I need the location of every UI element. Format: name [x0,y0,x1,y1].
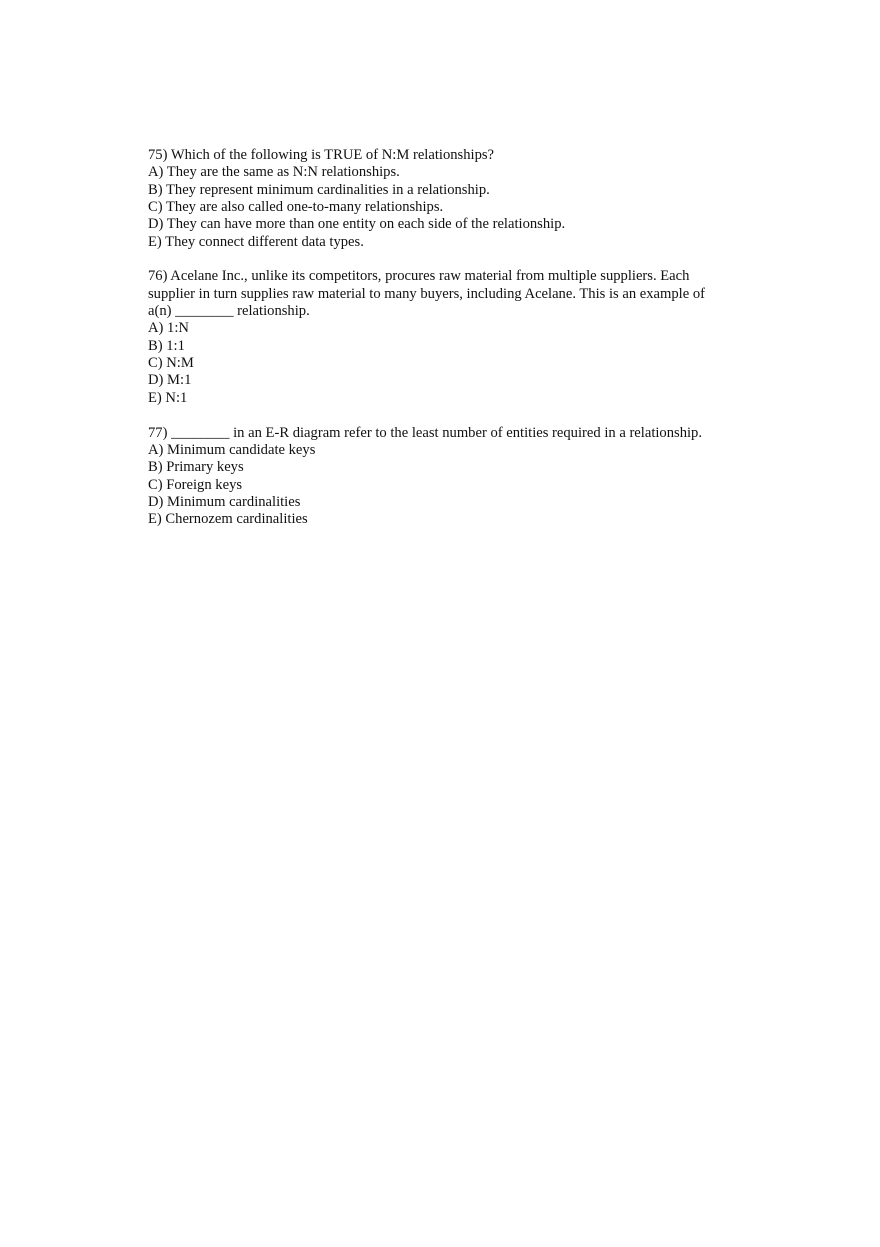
question-77 [148,425,748,529]
document-page [148,147,748,546]
question-stem: 75) Which of the following is TRUE of N:M relationships? [148,147,495,163]
question-stem: supplier in turn supplies raw material to many buyers, including Acelane. This is an example of [148,285,705,302]
question-stem: a(n) ________ relationship. [148,303,310,320]
question-stem: 76) Acelane Inc., unlike its competitors, procures raw material from multiple suppliers. Each [148,268,690,285]
answer-option: E) Chernozem cardinalities [148,511,308,528]
answer-option: E) N:1 [148,389,188,406]
answer-option: B) 1:1 [148,337,185,354]
answer-option: E) They connect different data types. [148,233,364,250]
question-stem: 77) ________ in an E-R diagram refer to the least number of entities required in a relationship. [148,424,702,441]
answer-option: D) They can have more than one entity on each side of the relationship. [148,216,566,233]
answer-option: A) Minimum candidate keys [148,441,316,458]
answer-option: B) They represent minimum cardinalities in a relationship. [148,181,490,198]
question-76 [148,268,748,407]
answer-option: A) They are the same as N:N relationships. [148,164,400,181]
answer-option: A) 1:N [148,320,189,337]
answer-option: C) They are also called one-to-many relationships. [148,199,444,216]
answer-option: C) Foreign keys [148,476,243,493]
answer-option: B) Primary keys [148,459,244,476]
answer-option: D) Minimum cardinalities [148,493,301,510]
question-75 [148,147,748,251]
answer-option: D) M:1 [148,372,192,389]
answer-option: C) N:M [148,355,194,372]
